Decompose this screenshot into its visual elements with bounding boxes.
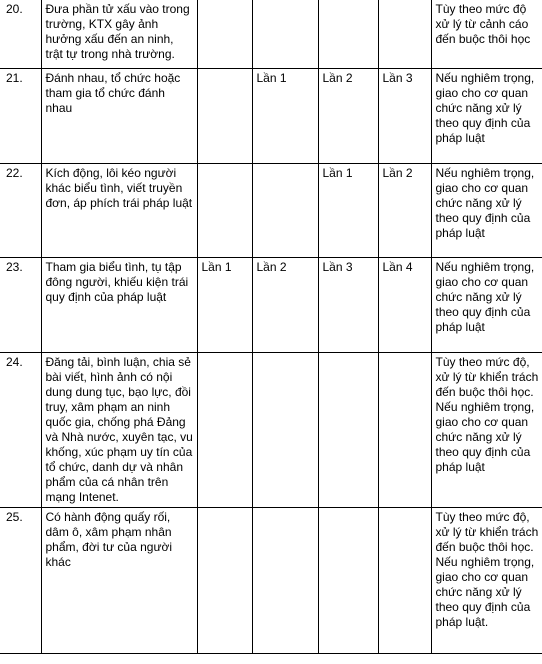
penalty-cell-2: Lần 2 [252, 257, 318, 352]
handling-note: Tùy theo mức độ, xử lý từ khiển trách đến buộc thôi học. Nếu nghiêm trọng, giao cho cơ quan chức năng xử lý theo quy định của pháp luật. [431, 507, 542, 653]
penalty-cell-2 [252, 163, 318, 257]
penalty-cell-4: Lần 2 [378, 163, 431, 257]
penalty-cell-4 [378, 352, 431, 507]
penalty-cell-4: Lần 3 [378, 68, 431, 163]
table-row [0, 163, 542, 257]
penalty-cell-3: Lần 1 [318, 163, 378, 257]
handling-note: Nếu nghiêm trọng, giao cho cơ quan chức năng xử lý theo quy định của pháp luật [431, 68, 542, 163]
penalty-cell-4 [378, 0, 431, 68]
penalty-cell-1 [197, 507, 252, 653]
penalty-cell-2 [252, 507, 318, 653]
penalty-cell-3: Lần 2 [318, 68, 378, 163]
row-number: 24. [0, 352, 41, 507]
penalty-cell-3 [318, 507, 378, 653]
violation-description: Tham gia biểu tình, tụ tập đông người, khiếu kiện trái quy định của pháp luật [41, 257, 197, 352]
penalty-cell-4: Lần 4 [378, 257, 431, 352]
penalty-cell-2 [252, 352, 318, 507]
penalty-cell-1 [197, 0, 252, 68]
table-row [0, 507, 542, 653]
penalty-cell-1 [197, 352, 252, 507]
table-row [0, 0, 542, 68]
penalty-cell-1 [197, 68, 252, 163]
row-number: 25. [0, 507, 41, 653]
penalty-cell-3 [318, 352, 378, 507]
penalty-cell-2 [252, 0, 318, 68]
table-row [0, 352, 542, 507]
handling-note: Nếu nghiêm trọng, giao cho cơ quan chức năng xử lý theo quy định của pháp luật [431, 163, 542, 257]
table-row [0, 68, 542, 163]
violation-description: Đánh nhau, tổ chức hoặc tham gia tổ chức đánh nhau [41, 68, 197, 163]
penalty-cell-3 [318, 0, 378, 68]
row-number: 21. [0, 68, 41, 163]
violation-description: Có hành động quấy rối, dâm ô, xâm phạm nhân phẩm, đời tư của người khác [41, 507, 197, 653]
penalty-cell-1 [197, 163, 252, 257]
handling-note: Nếu nghiêm trọng, giao cho cơ quan chức năng xử lý theo quy định của pháp luật [431, 257, 542, 352]
handling-note: Tùy theo mức độ xử lý từ cảnh cáo đến buộc thôi học [431, 0, 542, 68]
table-row [0, 257, 542, 352]
row-number: 20. [0, 0, 41, 68]
penalty-cell-4 [378, 507, 431, 653]
penalty-cell-3: Lần 3 [318, 257, 378, 352]
violation-description: Đăng tải, bình luận, chia sẻ bài viết, hình ảnh có nội dung dung tục, bạo lực, đồi truy, xâm phạm an ninh quốc gia, chống phá Đảng và Nhà nước, xuyên tạc, vu khống, xúc phạm uy tín của tổ chức, danh dự và nhân phẩm của cá nhân trên mạng Intenet. [41, 352, 197, 507]
penalty-cell-2: Lần 1 [252, 68, 318, 163]
row-number: 22. [0, 163, 41, 257]
violation-description: Kích động, lôi kéo người khác biểu tình, viết truyền đơn, áp phích trái pháp luật [41, 163, 197, 257]
violation-description: Đưa phần tử xấu vào trong trường, KTX gây ảnh hưởng xấu đến an ninh, trật tự trong nhà trường. [41, 0, 197, 68]
handling-note: Tùy theo mức độ, xử lý từ khiển trách đến buộc thôi học. Nếu nghiêm trọng, giao cho cơ quan chức năng xử lý theo quy định của pháp luật [431, 352, 542, 507]
row-number: 23. [0, 257, 41, 352]
penalty-cell-1: Lần 1 [197, 257, 252, 352]
